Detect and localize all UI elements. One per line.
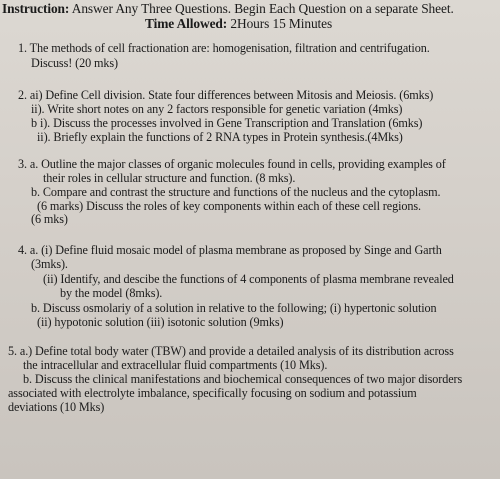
time-label: Time Allowed: [145, 16, 228, 31]
instruction-line [2, 2, 454, 15]
time-value: 2Hours 15 Minutes [227, 16, 333, 31]
question-5-line-4: associated with electrolyte imbalance, specifically focusing on sodium and potassium [8, 386, 417, 400]
question-3-line-3: b. Compare and contrast the structure and functions of the nucleus and the cytoplasm. [31, 185, 441, 199]
question-1-line-1: 1. The methods of cell fractionation are: homogenisation, filtration and centrifugation. [18, 41, 430, 55]
question-1-line-2: Discuss! (20 mks) [31, 56, 118, 70]
question-4-line-1: 4. a. (i) Define fluid mosaic model of plasma membrane as proposed by Singe and Garth [18, 243, 442, 257]
time-allowed-line [145, 17, 332, 30]
question-5-line-1: 5. a.) Define total body water (TBW) and provide a detailed analysis of its distribution across [8, 344, 454, 358]
instruction-label: Instruction: [2, 1, 70, 16]
question-2-line-4: ii). Briefly explain the functions of 2 RNA types in Protein synthesis.(4Mks) [37, 130, 403, 144]
question-4-line-5: b. Discuss osmolariy of a solution in relative to the following; (i) hypertonic solution [31, 301, 437, 315]
instruction-text: Answer Any Three Questions. Begin Each Question on a separate Sheet. [69, 1, 454, 16]
question-3-line-1: 3. a. Outline the major classes of organic molecules found in cells, providing examples of [18, 157, 446, 171]
question-3-line-5: (6 mks) [31, 212, 68, 226]
question-2-line-2: ii). Write short notes on any 2 factors responsible for genetic variation (4mks) [31, 102, 403, 116]
question-2-line-3: b i). Discuss the processes involved in Gene Transcription and Translation (6mks) [31, 116, 423, 130]
question-5-line-2: the intracellular and extracellular fluid compartments (10 Mks). [23, 358, 328, 372]
question-3-line-4: (6 marks) Discuss the roles of key components within each of these cell regions. [37, 199, 421, 213]
question-4-line-3: (ii) Identify, and descibe the functions of 4 components of plasma membrane revealed [43, 272, 454, 286]
question-5-line-5: deviations (10 Mks) [8, 400, 105, 414]
question-4-line-4: by the model (8mks). [60, 286, 163, 300]
question-4-line-6: (ii) hypotonic solution (iii) isotonic solution (9mks) [37, 315, 284, 329]
question-3-line-2: their roles in cellular structure and function. (8 mks). [43, 171, 296, 185]
question-5-line-3: b. Discuss the clinical manifestations and biochemical consequences of two major disorders [23, 372, 463, 386]
question-2-line-1: 2. ai) Define Cell division. State four differences between Mitosis and Meiosis. (6mks) [18, 88, 434, 102]
question-4-line-2: (3mks). [31, 257, 68, 271]
